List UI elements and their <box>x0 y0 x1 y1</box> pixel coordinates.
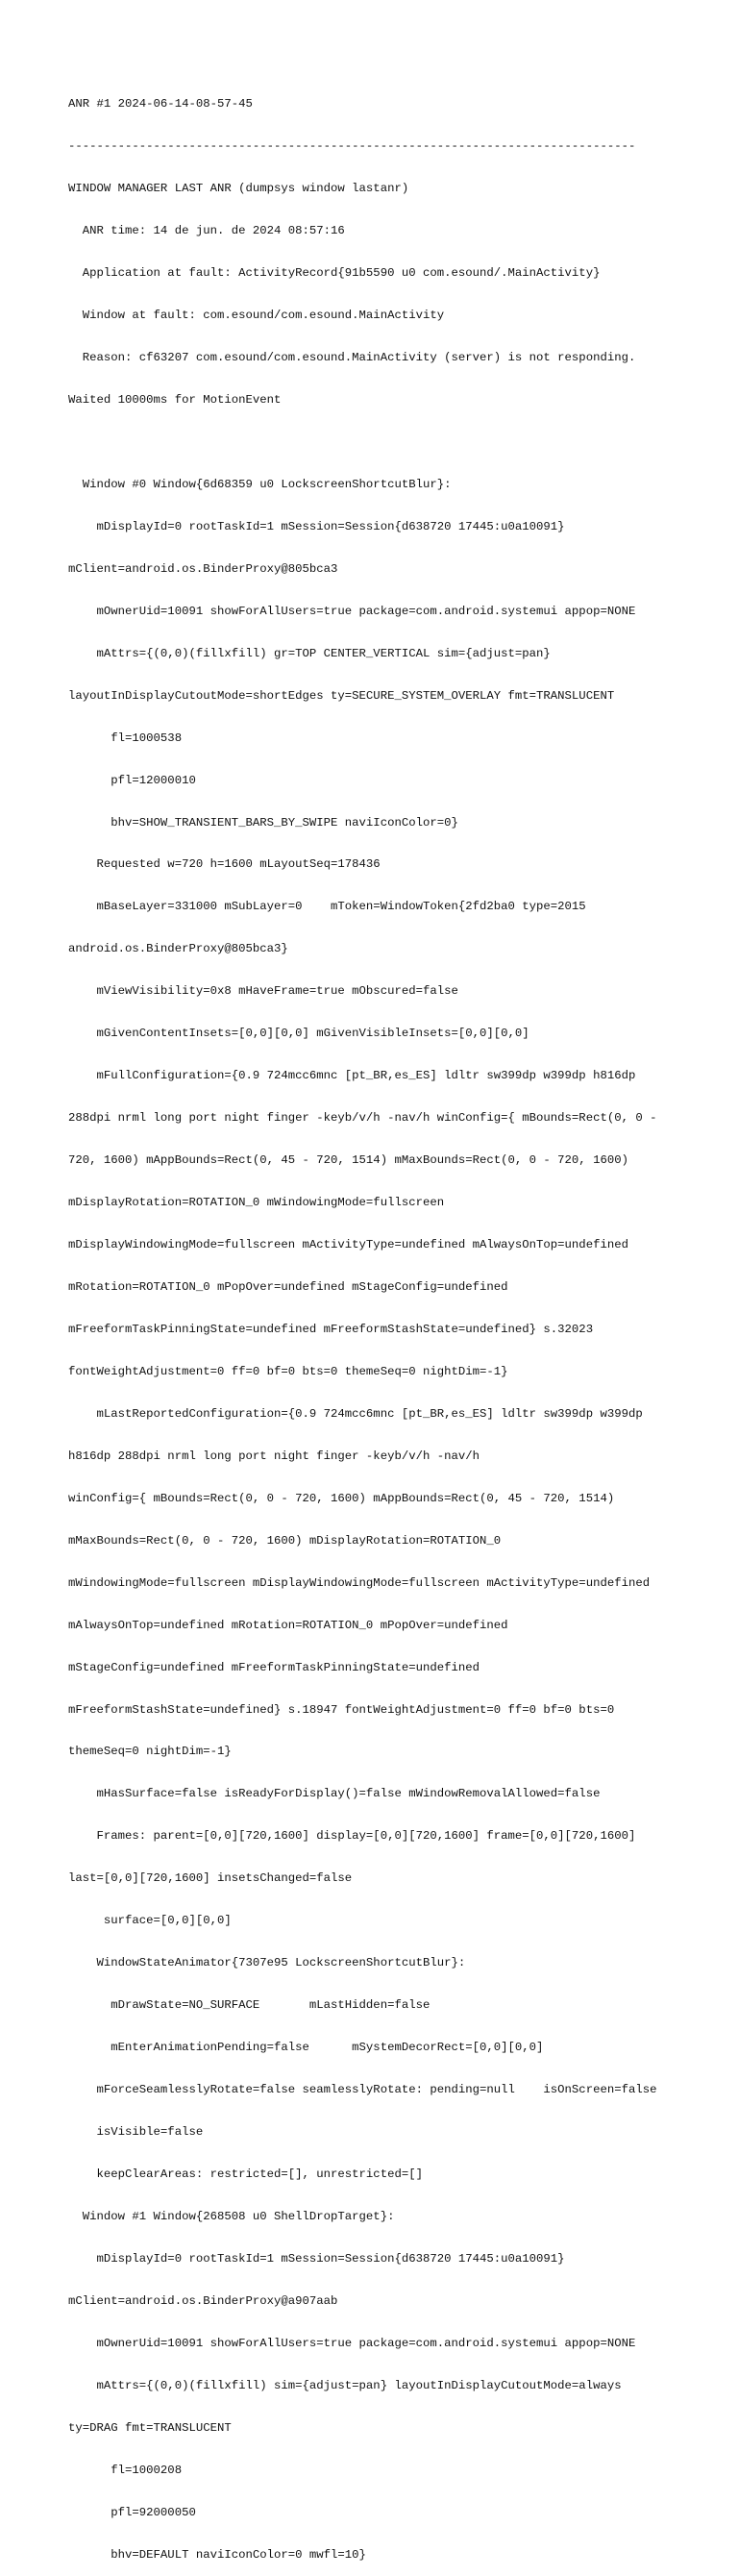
log-line: pfl=92000050 <box>68 2505 196 2519</box>
log-line: 288dpi nrml long port night finger -keyb/v/h -nav/h winConfig={ mBounds=Rect(0, 0 - <box>68 1111 657 1126</box>
log-line: android.os.BinderProxy@805bca3} <box>68 942 288 956</box>
log-line: mBaseLayer=331000 mSubLayer=0 mToken=WindowToken{2fd2ba0 type=2015 <box>68 900 586 914</box>
anr-reason-continued: Waited 10000ms for MotionEvent <box>68 392 282 407</box>
log-line: mWindowingMode=fullscreen mDisplayWindowingMode=fullscreen mActivityType=undefined <box>68 1575 651 1590</box>
log-line: mDisplayId=0 rootTaskId=1 mSession=Session{d638720 17445:u0a10091} <box>68 2251 565 2266</box>
log-line: mFreeformStashState=undefined} s.18947 fontWeightAdjustment=0 ff=0 bf=0 bts=0 <box>68 1702 615 1717</box>
log-line: mDrawState=NO_SURFACE mLastHidden=false <box>68 1998 430 2013</box>
log-line: mEnterAnimationPending=false mSystemDecorRect=[0,0][0,0] <box>68 2041 544 2055</box>
log-line: mMaxBounds=Rect(0, 0 - 720, 1600) mDisplayRotation=ROTATION_0 <box>68 1533 502 1548</box>
window-at-fault: Window at fault: com.esound/com.esound.MainActivity <box>68 309 445 323</box>
anr-log-document <box>68 69 702 2576</box>
log-line: 720, 1600) mAppBounds=Rect(0, 45 - 720, 1514) mMaxBounds=Rect(0, 0 - 720, 1600) <box>68 1153 628 1168</box>
log-line: ty=DRAG fmt=TRANSLUCENT <box>68 2420 232 2435</box>
log-line: h816dp 288dpi nrml long port night finger -keyb/v/h -nav/h <box>68 1449 480 1463</box>
log-line: themeSeq=0 nightDim=-1} <box>68 1745 232 1759</box>
log-line: surface=[0,0][0,0] <box>68 1914 232 1928</box>
log-line: mDisplayRotation=ROTATION_0 mWindowingMode=fullscreen <box>68 1196 445 1210</box>
log-line: mClient=android.os.BinderProxy@805bca3 <box>68 561 338 576</box>
log-line: mFullConfiguration={0.9 724mcc6mnc [pt_BR,es_ES] ldltr sw399dp w399dp h816dp <box>68 1069 636 1083</box>
log-line: fl=1000208 <box>68 2463 183 2477</box>
separator-line: -------------------------------------------------------------------------------- <box>68 139 636 154</box>
log-line: Requested w=720 h=1600 mLayoutSeq=178436 <box>68 857 381 872</box>
log-line: pfl=12000010 <box>68 773 196 787</box>
log-line: bhv=SHOW_TRANSIENT_BARS_BY_SWIPE naviIconColor=0} <box>68 815 458 830</box>
log-line: mRotation=ROTATION_0 mPopOver=undefined mStageConfig=undefined <box>68 1280 508 1294</box>
log-line: isVisible=false <box>68 2125 204 2140</box>
log-line: keepClearAreas: restricted=[], unrestricted=[] <box>68 2167 423 2182</box>
log-line: mStageConfig=undefined mFreeformTaskPinningState=undefined <box>68 1660 480 1674</box>
log-line: mDisplayWindowingMode=fullscreen mActivityType=undefined mAlwaysOnTop=undefined <box>68 1238 628 1252</box>
log-line: mClient=android.os.BinderProxy@a907aab <box>68 2293 338 2308</box>
log-line: mGivenContentInsets=[0,0][0,0] mGivenVisibleInsets=[0,0][0,0] <box>68 1027 529 1041</box>
section-title: WINDOW MANAGER LAST ANR (dumpsys window lastanr) <box>68 182 409 196</box>
log-line: bhv=DEFAULT naviIconColor=0 mwfl=10} <box>68 2547 366 2562</box>
log-header: ANR #1 2024-06-14-08-57-45 <box>68 97 253 111</box>
log-line: mAttrs={(0,0)(fillxfill) sim={adjust=pan} layoutInDisplayCutoutMode=always <box>68 2378 622 2392</box>
log-line: mOwnerUid=10091 showForAllUsers=true package=com.android.systemui appop=NONE <box>68 604 636 618</box>
application-at-fault: Application at fault: ActivityRecord{91b5590 u0 com.esound/.MainActivity} <box>68 266 601 281</box>
window-1-header: Window #1 Window{268508 u0 ShellDropTarget}: <box>68 2209 395 2223</box>
anr-reason: Reason: cf63207 com.esound/com.esound.MainActivity (server) is not responding. <box>68 351 636 365</box>
anr-time: ANR time: 14 de jun. de 2024 08:57:16 <box>68 224 345 238</box>
log-line: Frames: parent=[0,0][720,1600] display=[0,0][720,1600] frame=[0,0][720,1600] <box>68 1829 636 1844</box>
log-line: last=[0,0][720,1600] insetsChanged=false <box>68 1871 353 1886</box>
blank-line <box>68 435 702 450</box>
log-line: WindowStateAnimator{7307e95 LockscreenShortcutBlur}: <box>68 1956 466 1970</box>
log-line: mForceSeamlesslyRotate=false seamlesslyRotate: pending=null isOnScreen=false <box>68 2083 657 2097</box>
log-line: mViewVisibility=0x8 mHaveFrame=true mObscured=false <box>68 984 458 999</box>
log-line: mAlwaysOnTop=undefined mRotation=ROTATION_0 mPopOver=undefined <box>68 1618 508 1632</box>
log-line: mLastReportedConfiguration={0.9 724mcc6mnc [pt_BR,es_ES] ldltr sw399dp w399dp <box>68 1406 643 1421</box>
window-0-header: Window #0 Window{6d68359 u0 LockscreenShortcutBlur}: <box>68 477 452 491</box>
log-line: layoutInDisplayCutoutMode=shortEdges ty=SECURE_SYSTEM_OVERLAY fmt=TRANSLUCENT <box>68 688 615 703</box>
log-line: mHasSurface=false isReadyForDisplay()=false mWindowRemovalAllowed=false <box>68 1787 601 1801</box>
log-line: winConfig={ mBounds=Rect(0, 0 - 720, 1600) mAppBounds=Rect(0, 45 - 720, 1514) <box>68 1491 615 1505</box>
log-line: mOwnerUid=10091 showForAllUsers=true package=com.android.systemui appop=NONE <box>68 2336 636 2350</box>
log-line: mFreeformTaskPinningState=undefined mFreeformStashState=undefined} s.32023 <box>68 1322 594 1336</box>
log-line: fontWeightAdjustment=0 ff=0 bf=0 bts=0 themeSeq=0 nightDim=-1} <box>68 1364 508 1378</box>
log-line: mAttrs={(0,0)(fillxfill) gr=TOP CENTER_VERTICAL sim={adjust=pan} <box>68 646 551 660</box>
log-line: fl=1000538 <box>68 731 183 745</box>
log-line: mDisplayId=0 rootTaskId=1 mSession=Session{d638720 17445:u0a10091} <box>68 519 565 533</box>
